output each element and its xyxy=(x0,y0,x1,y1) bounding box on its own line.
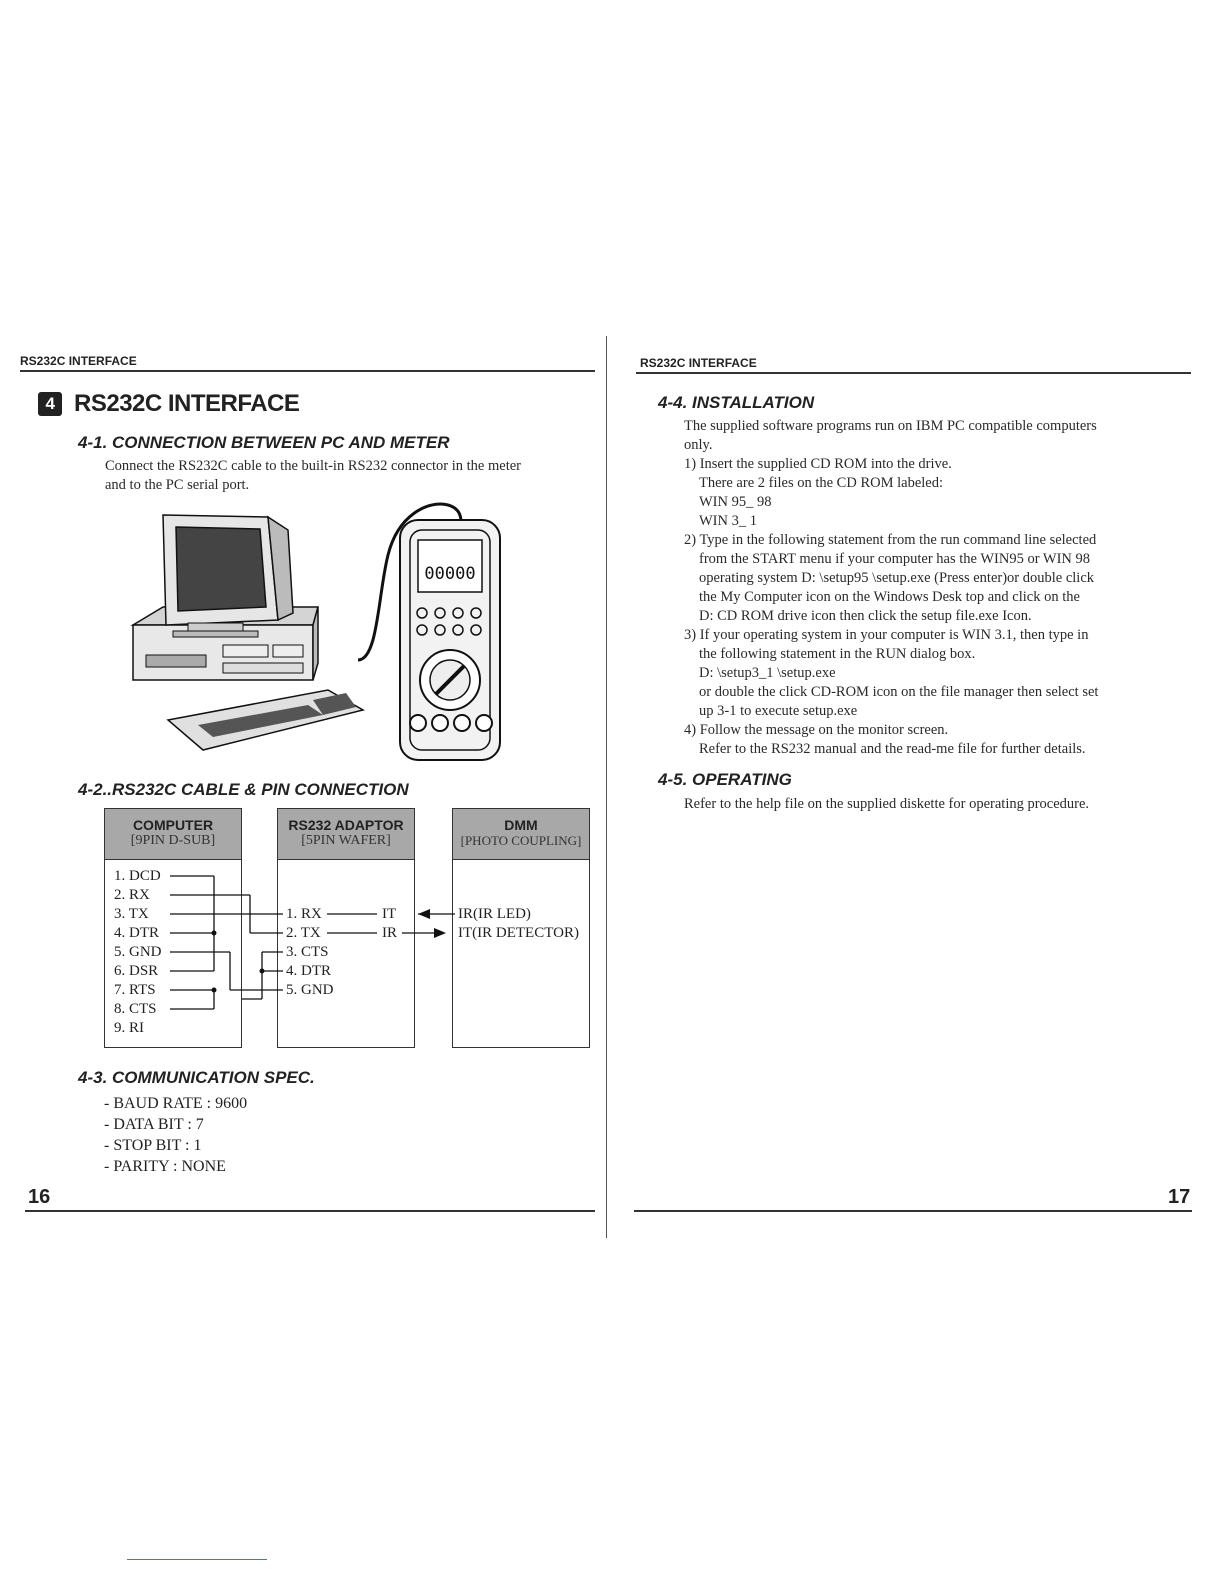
dmm-item: IR(IR LED) xyxy=(458,906,531,922)
step-3-command: D: \setup3_1 \setup.exe xyxy=(699,665,836,681)
left-page-number: 16 xyxy=(28,1186,51,1208)
arrow-left-icon xyxy=(418,909,430,919)
meter-lcd-readout: 00000 xyxy=(424,564,476,584)
computer-pin: 5. GND xyxy=(114,944,162,960)
step-3-detail: up 3-1 to execute setup.exe xyxy=(699,703,858,719)
chapter-number-badge: 4 xyxy=(38,392,62,416)
adaptor-pin: 3. CTS xyxy=(286,944,329,960)
right-footer-rule xyxy=(634,1210,1192,1212)
section-4-5-heading: 4-5. OPERATING xyxy=(658,770,792,789)
step-1: 1) Insert the supplied CD ROM into the drive. xyxy=(684,456,952,472)
section-4-1-line: and to the PC serial port. xyxy=(105,477,250,493)
adaptor-link-label: IR xyxy=(382,925,397,941)
step-3: 3) If your operating system in your computer is WIN 3.1, then type in xyxy=(684,627,1089,643)
right-page-number: 17 xyxy=(1168,1186,1191,1208)
computer-pin: 7. RTS xyxy=(114,982,156,998)
adaptor-pin: 4. DTR xyxy=(286,963,331,979)
left-running-head: RS232C INTERFACE xyxy=(20,354,137,368)
dmm-box-subtitle: [PHOTO COUPLING] xyxy=(460,833,582,848)
spec-line: - BAUD RATE : 9600 xyxy=(104,1095,248,1112)
step-3-detail: the following statement in the RUN dialog box. xyxy=(699,646,976,662)
page-gutter-line xyxy=(606,336,607,1238)
adaptor-link-label: IT xyxy=(382,906,397,922)
step-2: 2) Type in the following statement from the run command line selected xyxy=(684,532,1097,548)
step-3-detail: or double the click CD-ROM icon on the file manager then select set xyxy=(699,684,1099,700)
step-4-detail: Refer to the RS232 manual and the read-me file for further details. xyxy=(699,741,1086,757)
adaptor-box-subtitle: [5PIN WAFER] xyxy=(301,833,391,848)
step-1-detail: There are 2 files on the CD ROM labeled: xyxy=(699,475,944,491)
operating-text: Refer to the help file on the supplied diskette for operating procedure. xyxy=(684,796,1090,812)
dmm-box-title: DMM xyxy=(504,817,538,833)
right-header-rule xyxy=(636,372,1191,374)
adaptor-box-title: RS232 ADAPTOR xyxy=(288,817,404,833)
computer-pin: 2. RX xyxy=(114,887,150,903)
adaptor-pin: 1. RX xyxy=(286,906,322,922)
section-4-3-heading: 4-3. COMMUNICATION SPEC. xyxy=(78,1068,315,1087)
adaptor-pin: 5. GND xyxy=(286,982,334,998)
section-4-1-line: Connect the RS232C cable to the built-in RS232 connector in the meter xyxy=(105,458,521,474)
computer-pin: 3. TX xyxy=(114,906,149,922)
computer-pin: 1. DCD xyxy=(114,868,161,884)
installation-intro-line: The supplied software programs run on IBM PC compatible computers xyxy=(684,418,1097,434)
computer-box-subtitle: [9PIN D-SUB] xyxy=(130,833,216,848)
link-underline[interactable] xyxy=(127,1559,267,1560)
computer-pin: 9. RI xyxy=(114,1020,144,1036)
computer-box-title: COMPUTER xyxy=(132,817,214,833)
step-1-file: WIN 3_ 1 xyxy=(699,513,757,529)
computer-pin: 4. DTR xyxy=(114,925,159,941)
section-4-2-heading: 4-2..RS232C CABLE & PIN CONNECTION xyxy=(78,780,409,799)
section-4-1-heading: 4-1. CONNECTION BETWEEN PC AND METER xyxy=(78,433,450,452)
step-1-file: WIN 95_ 98 xyxy=(699,494,772,510)
spec-line: - STOP BIT : 1 xyxy=(104,1137,202,1154)
installation-intro-line: only. xyxy=(684,437,713,453)
adaptor-pin: 2. TX xyxy=(286,925,321,941)
step-2-detail: the My Computer icon on the Windows Desk top and click on the xyxy=(699,589,1080,605)
computer-pin: 8. CTS xyxy=(114,1001,157,1017)
section-4-4-heading: 4-4. INSTALLATION xyxy=(658,393,815,412)
computer-pin: 6. DSR xyxy=(114,963,159,979)
spec-line: - PARITY : NONE xyxy=(104,1158,226,1175)
chapter-title-text: RS232C INTERFACE xyxy=(74,390,300,417)
step-2-detail: operating system D: \setup95 \setup.exe (Press enter)or double click xyxy=(699,570,1095,586)
spec-line: - DATA BIT : 7 xyxy=(104,1116,204,1133)
step-2-detail: from the START menu if your computer has the WIN95 or WIN 98 xyxy=(699,551,1091,567)
installation-intro xyxy=(684,417,1097,455)
installation-steps xyxy=(684,455,1184,755)
dmm-item: IT(IR DETECTOR) xyxy=(458,925,579,941)
step-4: 4) Follow the message on the monitor screen. xyxy=(684,722,949,738)
arrow-right-icon xyxy=(434,928,446,938)
right-running-head: RS232C INTERFACE xyxy=(640,356,757,370)
wiring-junctions xyxy=(212,909,447,993)
left-footer-rule xyxy=(25,1210,595,1212)
step-2-detail: D: CD ROM drive icon then click the setup file.exe Icon. xyxy=(699,608,1032,624)
